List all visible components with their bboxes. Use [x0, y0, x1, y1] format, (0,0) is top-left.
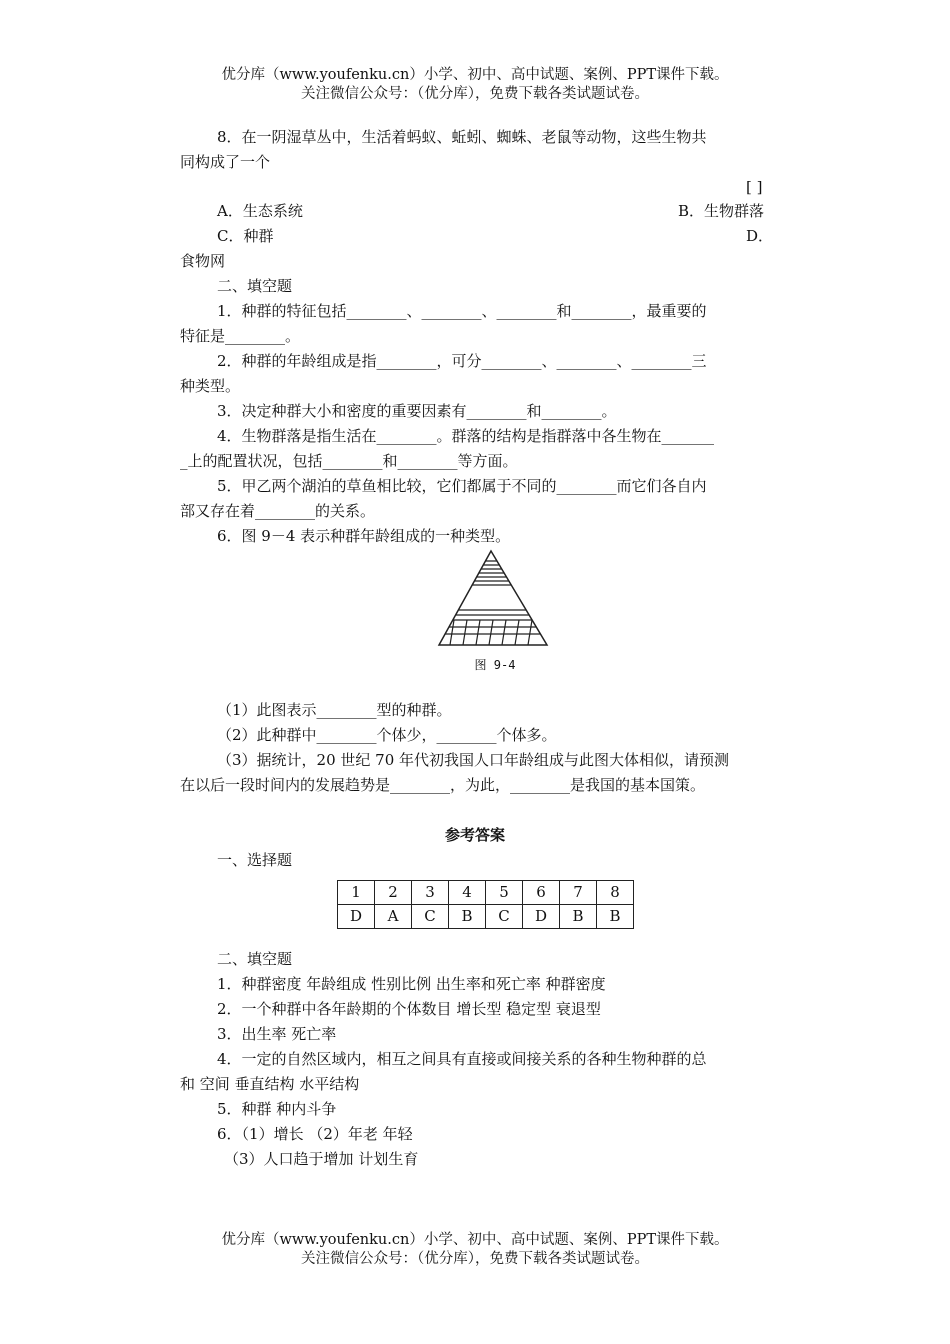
- answers-title: 参考答案: [444, 826, 505, 844]
- footer-line-1: 优分库（www.youfenku.cn）小学、初中、高中试题、案例、PPT课件下载。: [221, 1232, 729, 1248]
- footer-line-2: 关注微信公众号：（优分库），免费下载各类试题试卷。: [301, 1251, 649, 1267]
- table-cell: 7: [560, 881, 597, 905]
- answer-4-line-2: 和 空间 垂直结构 水平结构: [180, 1075, 360, 1093]
- answer-3: 3．出生率 死亡率: [217, 1025, 337, 1043]
- q8-line-2: 同构成了一个: [180, 153, 271, 171]
- q8-line-1: 8．在一阴湿草丛中，生活着蚂蚁、蚯蚓、蜘蛛、老鼠等动物，这些生物共: [217, 128, 707, 146]
- fill-q2-line-1: 2．种群的年龄组成是指________，可分________、________、________三: [217, 352, 707, 370]
- pyramid-grid-line: [489, 620, 493, 645]
- answer-1: 1．种群密度 年龄组成 性别比例 出生率和死亡率 种群密度: [217, 975, 606, 993]
- answer-5: 5．种群 种内斗争: [217, 1100, 337, 1118]
- answers-fill-title: 二、填空题: [217, 950, 293, 968]
- table-cell: 8: [597, 881, 634, 905]
- answer-table-number-row: [338, 881, 634, 905]
- table-cell: C: [486, 905, 523, 929]
- answer-6-line-1: 6．（1）增长 （2）年老 年轻: [217, 1125, 413, 1143]
- pyramid-grid-line: [476, 620, 480, 645]
- answer-4-line-1: 4．一定的自然区域内，相互之间具有直接或间接关系的各种生物种群的总: [217, 1050, 707, 1068]
- table-cell: B: [449, 905, 486, 929]
- answers-choice-title: 一、选择题: [217, 851, 293, 869]
- q8-option-a: A．生态系统: [217, 202, 303, 220]
- table-cell: 1: [338, 881, 375, 905]
- fill-q1-line-1: 1．种群的特征包括________、________、________和________，最重要的: [217, 302, 707, 320]
- fill-q1-line-2: 特征是________。: [180, 327, 301, 345]
- answer-table-answer-row: [338, 905, 634, 929]
- table-cell: C: [412, 905, 449, 929]
- q8-option-c: C．种群: [217, 227, 274, 245]
- fill-q5-line-1: 5．甲乙两个湖泊的草鱼相比较，它们都属于不同的________而它们各自内: [217, 477, 707, 495]
- fill-q3: 3．决定种群大小和密度的重要因素有________和________。: [217, 402, 617, 420]
- table-cell: 4: [449, 881, 486, 905]
- figure-caption: 图 9-4: [474, 658, 516, 672]
- table-cell: A: [375, 905, 412, 929]
- fill-q6-part-3-line-1: （3）据统计，20 世纪 70 年代初我国人口年龄组成与此图大体相似，请预测: [217, 751, 730, 769]
- page-header: [0, 66, 950, 104]
- pyramid-grid-line: [463, 620, 467, 645]
- answer-6-line-2: （3）人口趋于增加 计划生育: [224, 1150, 419, 1168]
- table-cell: B: [597, 905, 634, 929]
- header-line-1: 优分库（www.youfenku.cn）小学、初中、高中试题、案例、PPT课件下载。: [221, 67, 729, 83]
- table-cell: 2: [375, 881, 412, 905]
- table-cell: B: [560, 905, 597, 929]
- fill-q2-line-2: 种类型。: [180, 377, 241, 395]
- fill-q6: 6．图 9－4 表示种群年龄组成的一种类型。: [217, 527, 511, 545]
- fill-section-title: 二、填空题: [217, 277, 293, 295]
- q8-option-d-text: 食物网: [180, 252, 226, 270]
- table-cell: 5: [486, 881, 523, 905]
- header-line-2: 关注微信公众号：（优分库），免费下载各类试题试卷。: [301, 86, 649, 102]
- answer-2: 2．一个种群中各年龄期的个体数目 增长型 稳定型 衰退型: [217, 1000, 601, 1018]
- q8-option-b: B．生物群落: [678, 202, 765, 220]
- fill-q6-part-1: （1）此图表示________型的种群。: [217, 701, 452, 719]
- fill-q4-line-2: _上的配置状况，包括________和________等方面。: [180, 452, 518, 470]
- table-cell: 6: [523, 881, 560, 905]
- fill-q6-part-2: （2）此种群中________个体少，________个体多。: [217, 726, 557, 744]
- page-footer: [0, 1231, 950, 1269]
- pyramid-grid-line: [528, 620, 532, 645]
- fill-q6-part-3-line-2: 在以后一段时间内的发展趋势是________，为此，________是我国的基本国策。: [180, 776, 706, 794]
- fill-q4-line-1: 4．生物群落是指生活在________。群落的结构是指群落中各生物在_______: [217, 427, 715, 445]
- answer-table: [337, 880, 634, 929]
- pyramid-grid-line: [515, 620, 519, 645]
- q8-option-d: D．: [746, 227, 774, 245]
- table-cell: D: [523, 905, 560, 929]
- age-pyramid-figure: [436, 548, 556, 678]
- pyramid-grid-line: [502, 620, 506, 645]
- fill-q5-line-2: 部又存在着________的关系。: [180, 502, 376, 520]
- table-cell: D: [338, 905, 375, 929]
- q8-answer-bracket: [ ]: [746, 178, 763, 196]
- table-cell: 3: [412, 881, 449, 905]
